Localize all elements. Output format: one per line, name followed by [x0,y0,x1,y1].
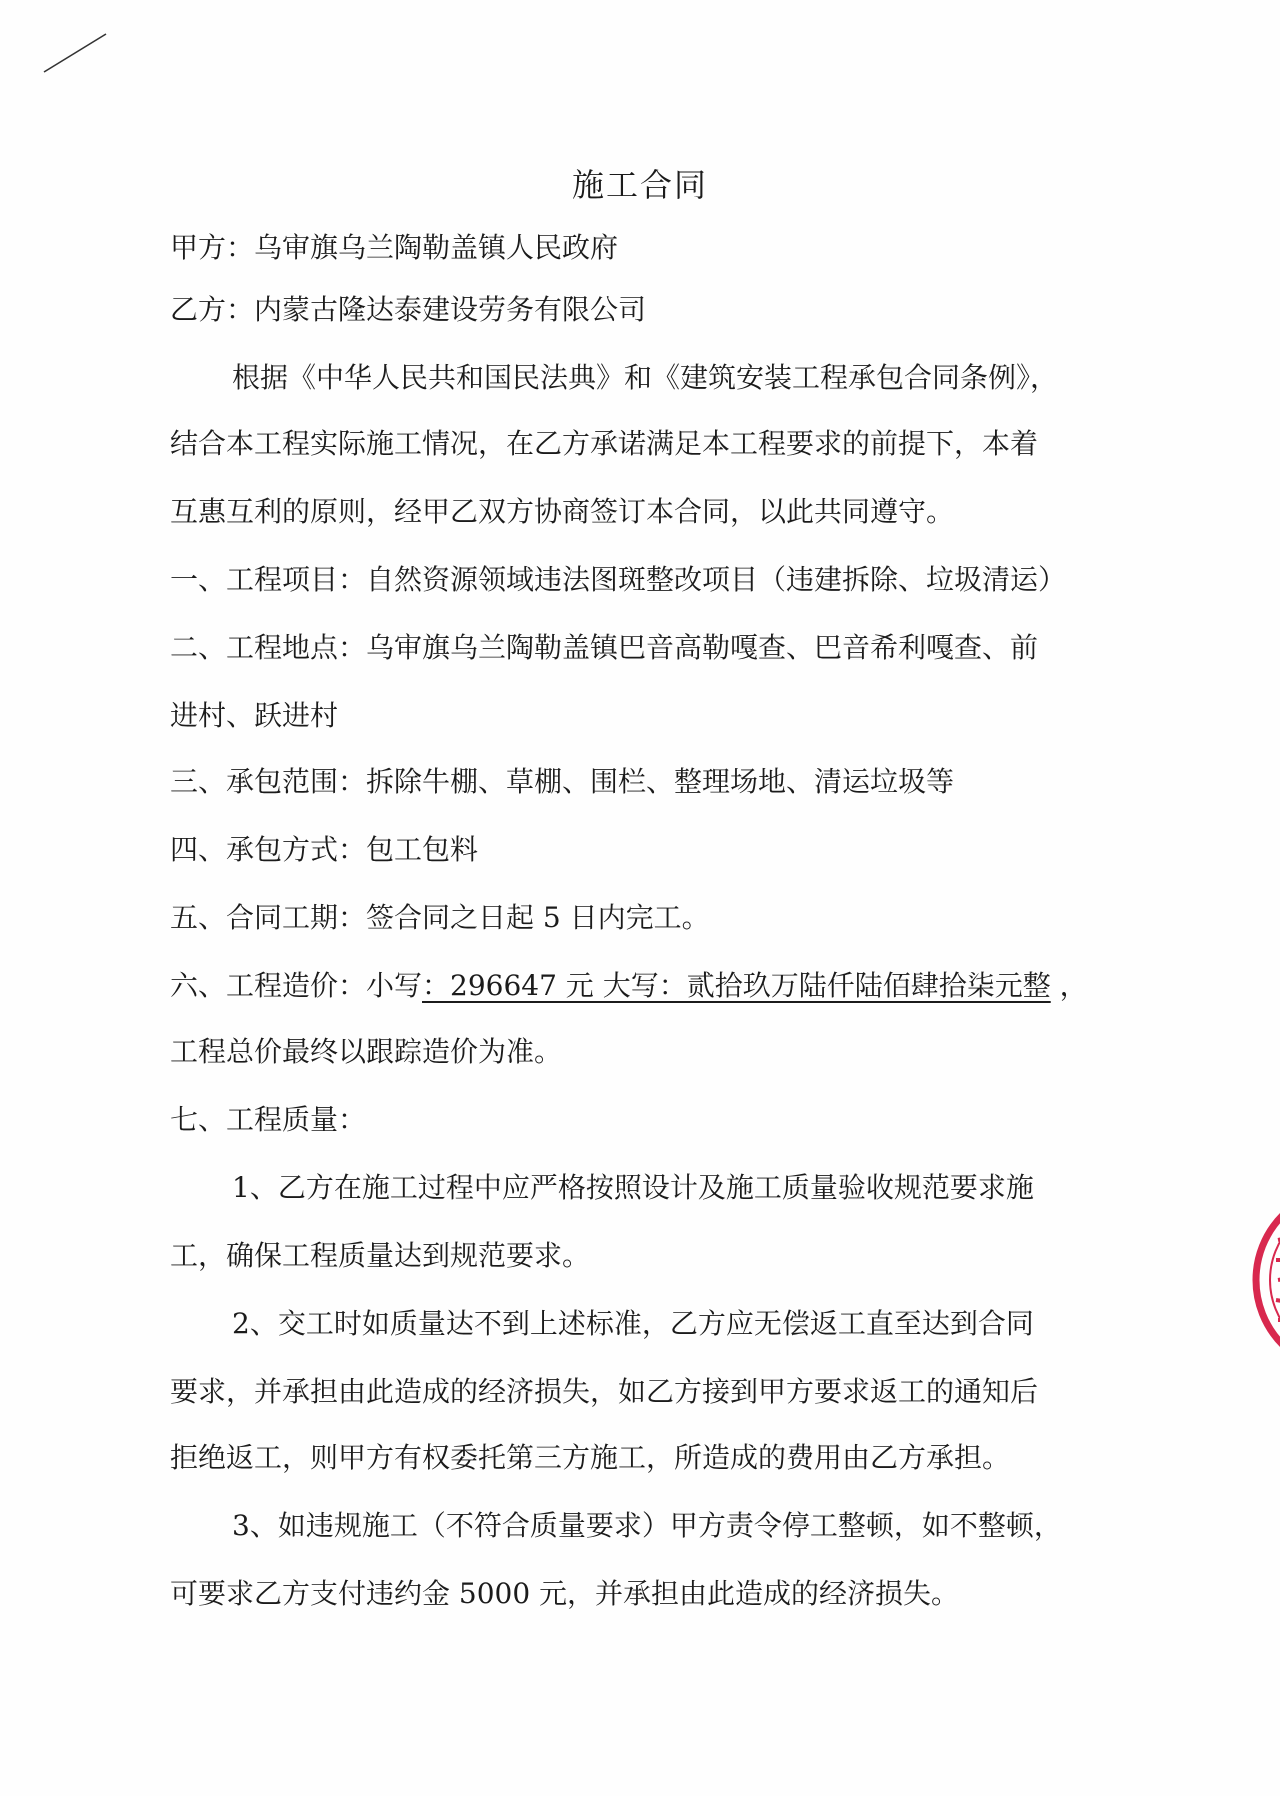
clause-location-line-2: 进村、跃进村 [170,699,339,732]
party-b-value: 内蒙古隆达泰建设劳务有限公司 [254,293,647,326]
party-b-label: 乙方： [170,293,255,326]
pen-stroke-mark [40,28,110,78]
quality-3-line-1: 3、如违规施工（不符合质量要求）甲方责令停工整顿，如不整顿， [232,1509,1062,1542]
quality-2-line-1: 2、交工时如质量达不到上述标准，乙方应无偿返工直至达到合同 [232,1307,1034,1340]
document-title: 施工合同 [571,166,708,204]
clause-quality-heading: 七、工程质量： [170,1103,367,1136]
clause-scope: 三、承包范围：拆除牛棚、草棚、围栏、整理场地、清运垃圾等 [170,765,955,798]
quality-2-line-3: 拒绝返工，则甲方有权委托第三方施工，所造成的费用由乙方承担。 [170,1441,1011,1474]
clause-contract-method: 四、承包方式：包工包料 [170,833,479,866]
clause-cost-line-2: 工程总价最终以跟踪造价为准。 [170,1035,563,1068]
clause-cost-line-1 [170,966,1088,1006]
party-a-value: 乌审旗乌兰陶勒盖镇人民政府 [254,231,619,264]
clause-location-line-1: 二、工程地点：乌审旗乌兰陶勒盖镇巴音高勒嘎查、巴音希利嘎查、前 [170,631,1039,664]
party-a-label: 甲方： [170,231,255,264]
quality-2-line-2: 要求，并承担由此造成的经济损失，如乙方接到甲方要求返工的通知后 [170,1375,1039,1408]
cost-amount: ：296647 元 大写：贰拾玖万陆仟陆佰肆拾柒元整 [422,969,1051,1002]
clause-duration: 五、合同工期：签合同之日起 5 日内完工。 [170,901,710,934]
cost-prefix: 六、工程造价：小写 [170,969,423,1002]
party-a-line [170,228,618,268]
preamble-line-2: 结合本工程实际施工情况，在乙方承诺满足本工程要求的前提下，本着 [170,427,1039,460]
preamble-line-3: 互惠互利的原则，经甲乙双方协商签订本合同，以此共同遵守。 [170,495,955,528]
red-seal-stamp [1248,1180,1280,1380]
quality-1-line-2: 工，确保工程质量达到规范要求。 [170,1239,591,1272]
party-b-line [170,290,646,330]
preamble-line-1: 根据《中华人民共和国民法典》和《建筑安装工程承包合同条例》， [232,361,1059,394]
quality-1-line-1: 1、乙方在施工过程中应严格按照设计及施工质量验收规范要求施 [232,1171,1034,1204]
cost-suffix: ， [1050,969,1088,1002]
clause-project: 一、工程项目：自然资源领域违法图斑整改项目（违建拆除、垃圾清运） [170,563,1067,596]
quality-3-line-2: 可要求乙方支付违约金 5000 元，并承担由此造成的经济损失。 [170,1577,960,1610]
